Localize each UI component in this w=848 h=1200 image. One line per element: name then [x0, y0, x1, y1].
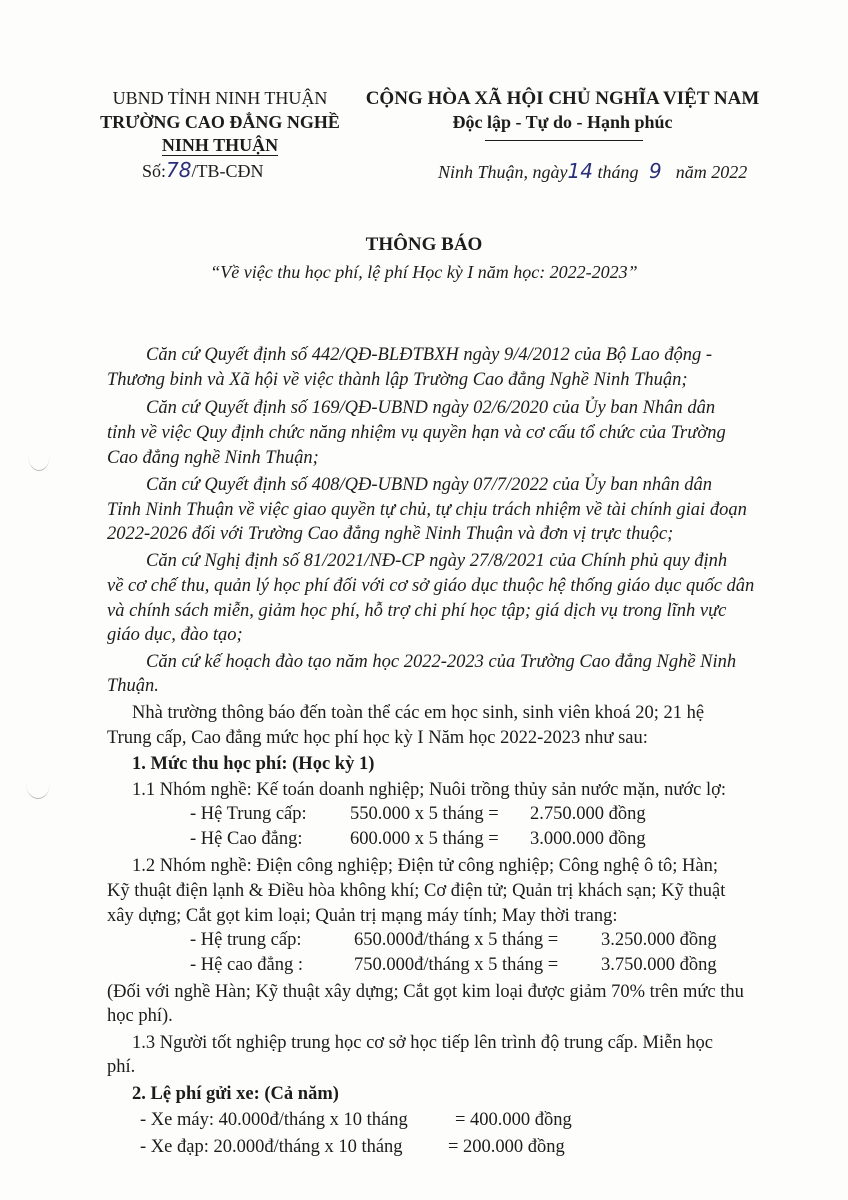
document-number: [142, 158, 263, 182]
g2-row-2-label: - Hệ cao đẳng :: [190, 955, 304, 975]
g2-row-2-calc: 750.000đ/tháng x 5 tháng =: [354, 955, 559, 975]
basis-1-line-2: Thương binh và Xã hội về việc thành lập Trường Cao đẳng Nghề Ninh Thuận;: [107, 370, 688, 390]
motto-underline: [485, 140, 643, 141]
basis-5-line-2: Thuận.: [107, 676, 159, 696]
issuer-authority: UBND TỈNH NINH THUẬN: [112, 88, 328, 108]
basis-1-line-1: Căn cứ Quyết định số 442/QĐ-BLĐTBXH ngày 9/4/2012 của Bộ Lao động -: [146, 345, 713, 365]
group-2-line-1: 1.2 Nhóm nghề: Điện công nghiệp; Điện tử công nghiệp; Công nghệ ô tô; Hàn;: [132, 856, 719, 876]
parking-bicycle-label: - Xe đạp: 20.000đ/tháng x 10 tháng: [140, 1137, 403, 1157]
issuer-location-text: NINH THUẬN: [161, 135, 279, 155]
date-day-handwritten: 14: [567, 159, 593, 183]
date-part1: Ninh Thuận, ngày: [438, 162, 568, 182]
national-motto: [365, 112, 760, 133]
basis-4-line-4: giáo dục, đào tạo;: [107, 625, 243, 645]
issuer-school: TRƯỜNG CAO ĐẲNG NGHỀ: [100, 112, 340, 132]
date-part2: tháng: [597, 162, 639, 182]
number-handwritten: 78: [166, 158, 192, 182]
basis-2-line-2: tỉnh về việc Quy định chức năng nhiệm vụ quyền hạn và cơ cấu tổ chức của Trường: [107, 423, 726, 443]
document-subtitle: “Về việc thu học phí, lệ phí Học kỳ I năm học: 2022-2023”: [210, 262, 638, 282]
intro-line-1: Nhà trường thông báo đến toàn thể các em học sinh, sinh viên khoá 20; 21 hệ: [132, 703, 705, 723]
g1-row-2-label: - Hệ Cao đẳng:: [190, 829, 303, 849]
group-3-line-2: phí.: [107, 1057, 136, 1077]
scan-mark-2: [26, 768, 50, 799]
national-title: CỘNG HÒA XÃ HỘI CHỦ NGHĨA VIỆT NAM: [365, 88, 760, 109]
group-2-line-2: Kỹ thuật điện lạnh & Điều hòa không khí; Cơ điện tử; Quản trị khách sạn; Kỹ thuật: [107, 881, 726, 901]
g2-row-1-label: - Hệ trung cấp:: [190, 930, 302, 950]
group-2-note-line-1: (Đối với nghề Hàn; Kỹ thuật xây dựng; Cắt gọt kim loại được giảm 70% trên mức thu: [107, 982, 744, 1002]
basis-4-line-3: và chính sách miễn, giảm học phí, hỗ trợ chi phí học tập; giá dịch vụ trong lĩnh vực: [107, 601, 727, 621]
g1-row-1-label: - Hệ Trung cấp:: [190, 804, 307, 824]
document-title: THÔNG BÁO: [365, 234, 483, 255]
national-motto-text: Độc lập - Tự do - Hạnh phúc: [452, 112, 673, 132]
basis-3-line-1: Căn cứ Quyết định số 408/QĐ-UBND ngày 07/7/2022 của Ủy ban nhân dân: [146, 475, 713, 495]
g1-row-1-calc: 550.000 x 5 tháng =: [350, 804, 499, 824]
g2-row-1-total: 3.250.000 đồng: [601, 930, 717, 950]
parking-motorbike-total: = 400.000 đồng: [455, 1110, 572, 1130]
g2-row-2-total: 3.750.000 đồng: [601, 955, 717, 975]
basis-2-line-1: Căn cứ Quyết định số 169/QĐ-UBND ngày 02/6/2020 của Ủy ban Nhân dân: [146, 398, 716, 418]
group-1-title: 1.1 Nhóm nghề: Kế toán doanh nghiệp; Nuôi trồng thủy sản nước mặn, nước lợ:: [132, 780, 727, 800]
basis-2-line-3: Cao đẳng nghề Ninh Thuận;: [107, 448, 319, 468]
issuer-location: [90, 135, 350, 156]
basis-4-line-2: về cơ chế thu, quản lý học phí đối với cơ sở giáo dục thuộc hệ thống giáo dục quốc dân: [107, 576, 755, 596]
basis-5-line-1: Căn cứ kế hoạch đào tạo năm học 2022-2023 của Trường Cao đẳng Nghề Ninh: [146, 652, 737, 672]
basis-3-line-2: Tỉnh Ninh Thuận về việc giao quyền tự chủ, tự chịu trách nhiệm về tài chính giai đoạn: [107, 500, 747, 520]
section-1-title: 1. Mức thu học phí: (Học kỳ 1): [132, 754, 375, 774]
g1-row-2-calc: 600.000 x 5 tháng =: [350, 829, 499, 849]
group-2-note-line-2: học phí).: [107, 1006, 173, 1026]
parking-bicycle-total: = 200.000 đồng: [448, 1137, 565, 1157]
parking-motorbike-label: - Xe máy: 40.000đ/tháng x 10 tháng: [140, 1110, 408, 1130]
g1-row-1-total: 2.750.000 đồng: [530, 804, 646, 824]
g2-row-1-calc: 650.000đ/tháng x 5 tháng =: [354, 930, 559, 950]
group-3-line-1: 1.3 Người tốt nghiệp trung học cơ sở học tiếp lên trình độ trung cấp. Miễn học: [132, 1033, 713, 1053]
g1-row-2-total: 3.000.000 đồng: [530, 829, 646, 849]
group-2-line-3: xây dựng; Cắt gọt kim loại; Quản trị mạng máy tính; May thời trang:: [107, 906, 618, 926]
date-line: [438, 159, 747, 183]
number-suffix: /TB-CĐN: [191, 161, 264, 181]
date-part3: năm 2022: [675, 162, 748, 182]
intro-line-2: Trung cấp, Cao đẳng mức học phí học kỳ I Năm học 2022-2023 như sau:: [107, 728, 648, 748]
section-2-title: 2. Lệ phí gửi xe: (Cả năm): [132, 1084, 339, 1104]
date-month-handwritten: 9: [648, 159, 662, 183]
number-prefix: Số:: [142, 161, 167, 181]
scan-mark-1: [28, 440, 50, 471]
basis-4-line-1: Căn cứ Nghị định số 81/2021/NĐ-CP ngày 27/8/2021 của Chính phủ quy định: [146, 551, 728, 571]
basis-3-line-3: 2022-2026 đối với Trường Cao đẳng nghề Ninh Thuận và đơn vị trực thuộc;: [107, 524, 674, 544]
